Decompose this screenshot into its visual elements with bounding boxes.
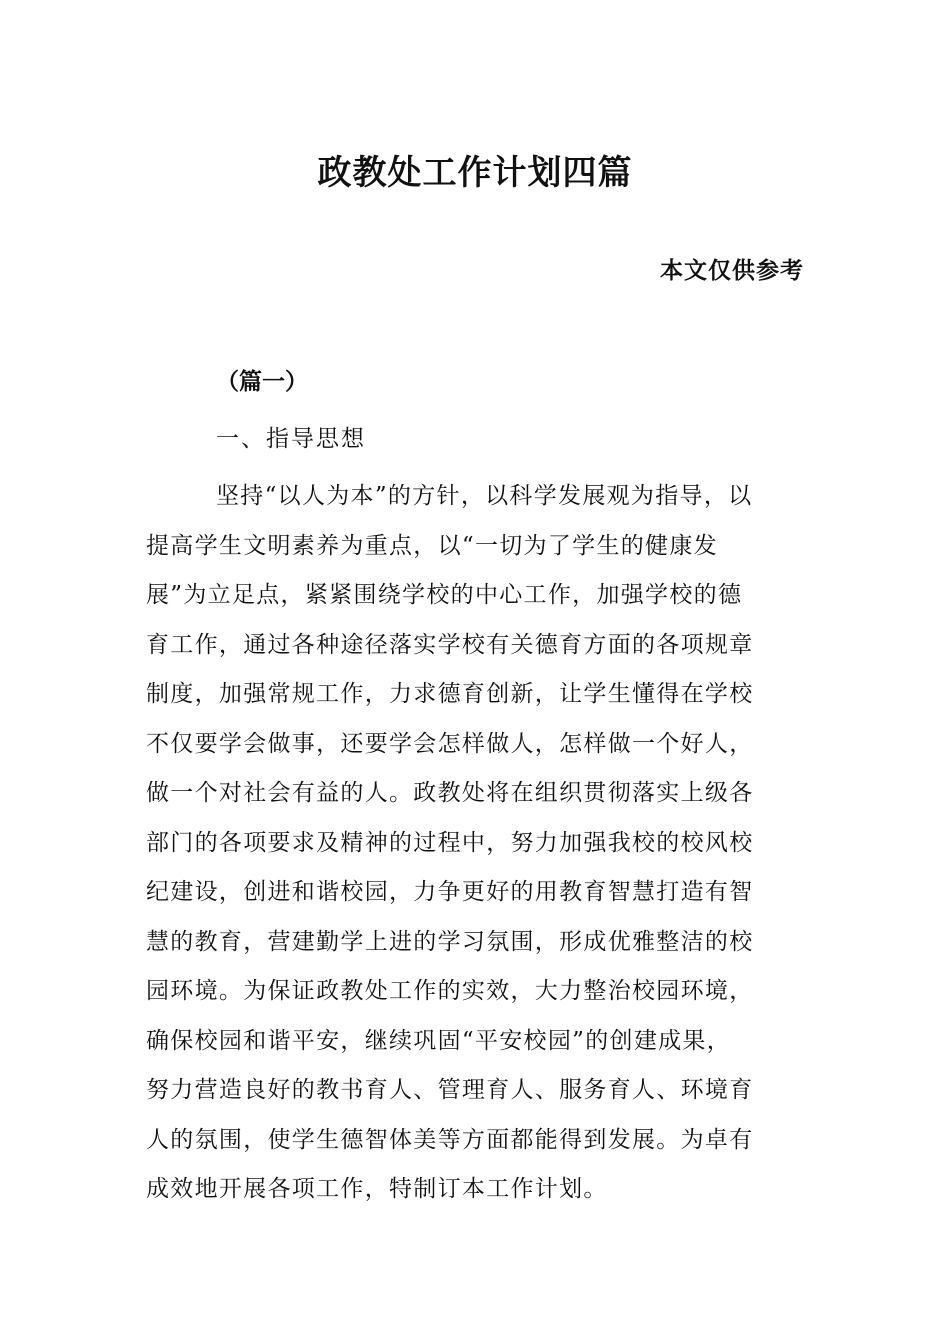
reference-note: 本文仅供参考 (660, 258, 804, 284)
paragraph-line: 做一个对社会有益的人。政教处将在组织贯彻落实上级各 (146, 780, 754, 806)
paragraph-line: 成效地开展各项工作，特制订本工作计划。 (146, 1176, 608, 1202)
paragraph-line: 展”为立足点，紧紧围绕学校的中心工作，加强学校的德 (146, 582, 743, 608)
paragraph-line: 努力营造良好的教书育人、管理育人、服务育人、环境育 (146, 1077, 754, 1103)
paragraph-line: 育工作，通过各种途径落实学校有关德育方面的各项规章 (146, 631, 754, 658)
section-title: （篇一） (216, 369, 308, 395)
paragraph-line: 慧的教育，营建勤学上进的学习氛围，形成优雅整洁的校 (146, 928, 754, 955)
paragraph-line: 提高学生文明素养为重点，以“一切为了学生的健康发 (146, 532, 718, 559)
section-heading: 一、指导思想 (216, 426, 366, 452)
paragraph-line: 部门的各项要求及精神的过程中，努力加强我校的校风校 (146, 829, 754, 856)
paragraph-line: 制度，加强常规工作，力求德育创新，让学生懂得在学校 (146, 681, 754, 707)
paragraph-line: 纪建设，创进和谐校园，力争更好的用教育智慧打造有智 (146, 879, 754, 905)
paragraph-line: 园环境。为保证政教处工作的实效，大力整治校园环境， (146, 978, 754, 1004)
body-paragraph (146, 476, 806, 1219)
document-title: 政教处工作计划四篇 (317, 153, 633, 193)
paragraph-line: 坚持“以人为本”的方针，以科学发展观为指导，以 (216, 483, 753, 509)
paragraph-line: 不仅要学会做事，还要学会怎样做人，怎样做一个好人， (146, 730, 754, 757)
paragraph-line: 确保校园和谐平安，继续巩固“平安校园”的创建成果， (146, 1027, 732, 1054)
paragraph-line: 人的氛围，使学生德智体美等方面都能得到发展。为卓有 (146, 1126, 754, 1153)
